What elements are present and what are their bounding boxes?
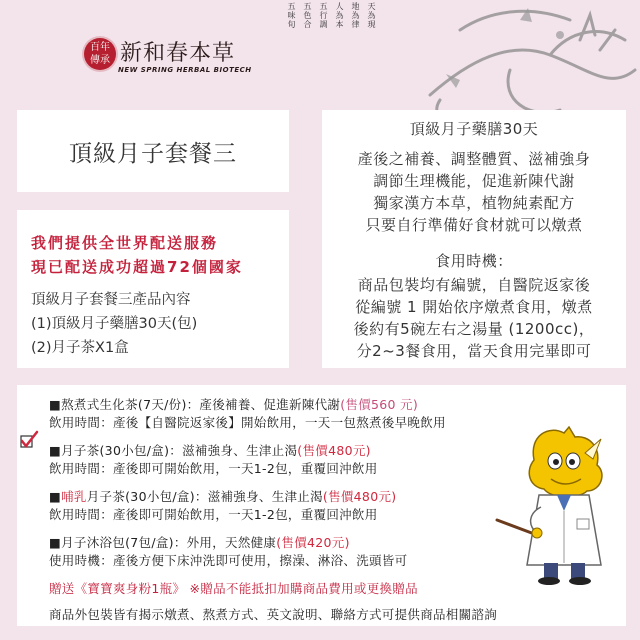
product-2-name: ■月子茶(30小包/盒)：滋補強身、生津止渴 bbox=[49, 443, 298, 458]
usage-line: 後約有5碗左右之湯量 (1200cc)， bbox=[353, 320, 595, 338]
usage-line: 商品包裝均有編號，自醫院返家後 bbox=[357, 276, 591, 294]
content-item-2: (2)月子茶X1盒 bbox=[31, 340, 129, 356]
description-line: 獨家漢方本草，植物純素配方 bbox=[373, 194, 575, 212]
product-list-panel bbox=[17, 385, 626, 626]
logo-subtitle: NEW SPRING HERBAL BIOTECH bbox=[118, 66, 252, 74]
shipping-line-1: 我們提供全世界配送服務 bbox=[31, 234, 219, 252]
content-title: 頂級月子套餐三產品內容 bbox=[31, 292, 191, 308]
product-1-name: ■熬煮式生化茶(7天/份)：產後補養、促進新陳代謝 bbox=[49, 397, 341, 412]
package-title: 頂級月子套餐三 bbox=[69, 140, 237, 167]
shipping-line-2: 現已配送成功超過72個國家 bbox=[31, 258, 243, 276]
product-1-usage: 飲用時間：產後【自醫院返家後】開始飲用，一天一包熬煮後早晚飲用 bbox=[49, 415, 446, 430]
product-4-name: ■月子沐浴包(7包/盒)：外用，天然健康 bbox=[49, 535, 277, 550]
product-2-usage: 飲用時間：產後即可開始飲用，一天1-2包，重覆回沖飲用 bbox=[49, 461, 378, 476]
description-heading: 頂級月子藥膳30天 bbox=[409, 120, 539, 138]
product-4-name-row bbox=[49, 533, 350, 551]
shipping-panel bbox=[17, 210, 289, 368]
verse-col: 五味旬 bbox=[287, 2, 296, 29]
description-panel bbox=[322, 110, 626, 368]
description-line: 調節生理機能，促進新陳代謝 bbox=[373, 172, 575, 190]
product-1-price: (售價560 元) bbox=[340, 397, 419, 412]
footer-note: 商品外包裝皆有揭示燉煮、熬煮方式、英文說明、聯絡方式可提供商品相關諮詢 bbox=[49, 607, 498, 622]
verse-col: 五行調 bbox=[319, 2, 328, 29]
product-3-name-row bbox=[49, 487, 396, 505]
doctor-mascot-icon bbox=[489, 425, 619, 585]
product-3-name-highlight: 哺乳 bbox=[61, 489, 87, 504]
product-3-name: 月子茶(30小包/盒)：滋補強身、生津止渴 bbox=[86, 489, 323, 504]
description-line: 只要自行準備好食材就可以燉煮 bbox=[365, 216, 583, 234]
product-2-price: (售價480元) bbox=[297, 443, 371, 458]
usage-heading: 食用時機： bbox=[435, 252, 513, 270]
product-2-name-row bbox=[49, 441, 371, 459]
usage-line: 從編號 1 開始依序燉煮食用，燉煮 bbox=[355, 298, 593, 316]
gift-note: 贈送《寶寶爽身粉1瓶》 ※贈品不能抵扣加購商品費用或更換贈品 bbox=[49, 581, 418, 596]
product-4-usage: 使用時機：產後方便下床沖洗即可使用，擦澡、淋浴、洗頭皆可 bbox=[49, 553, 408, 568]
product-4-price: (售價420元) bbox=[276, 535, 350, 550]
verse-col: 天為現 bbox=[367, 2, 376, 29]
logo-name: 新和春本草 bbox=[120, 41, 236, 66]
product-3-price: (售價480元) bbox=[322, 489, 397, 504]
logo-seal-line1: 百年 bbox=[90, 42, 110, 53]
verse-col: 五色合 bbox=[303, 2, 312, 29]
product-3-usage: 飲用時間：產後即可開始飲用，一天1-2包，重覆回沖飲用 bbox=[49, 507, 378, 522]
product-1-name-row bbox=[49, 395, 418, 413]
usage-line: 分2~3餐食用，當天食用完畢即可 bbox=[356, 342, 592, 360]
product-3-prefix: ■ bbox=[49, 489, 62, 504]
verse-col: 地為律 bbox=[351, 2, 360, 29]
content-item-1: (1)頂級月子藥膳30天(包) bbox=[31, 316, 198, 332]
title-panel bbox=[17, 110, 289, 192]
verse-block bbox=[286, 2, 376, 29]
logo-seal bbox=[84, 38, 116, 70]
logo-seal-line2: 傳承 bbox=[90, 55, 110, 66]
red-checkmark-icon bbox=[19, 430, 39, 450]
description-line: 產後之補養、調整體質、滋補強身 bbox=[357, 150, 591, 168]
verse-col: 人為本 bbox=[335, 2, 344, 29]
